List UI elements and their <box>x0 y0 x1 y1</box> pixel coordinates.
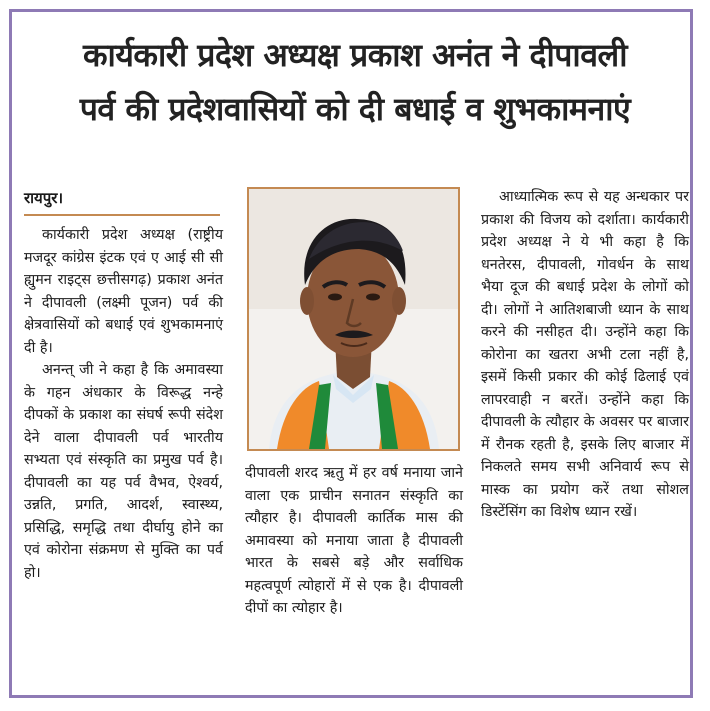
headline-line-1: कार्यकारी प्रदेश अध्यक्ष प्रकाश अनंत ने दीपावली <box>82 36 627 74</box>
dateline: रायपुर। <box>24 186 220 216</box>
column-3-paragraph-1: आध्यात्मिक रूप से यह अन्धकार पर प्रकाश की विजय को दर्शाता। कार्यकारी प्रदेश अध्यक्ष ने ये भी कहा है कि धनतेरस, दीपावली, गोवर्धन के साथ भैया दूज की बधाई प्रदेश के लोगों को दी। लोगों ने आतिशबाजी ध्यान के साथ करने की नसीहत दी। उन्होंने कहा कि कोरोना का खतरा अभी टला नहीं है, इसमें किसी प्रकार की कोई ढिलाई एवं लापरवाही न बरतें। उन्होंने कहा कि दीपावली के त्यौहार के अवसर पर बाजार में रौनक रहती है, इसके लिए बाजार में निकलते समय सभी अनिवार्य रूप से मास्क का प्रयोग करें तथा सोशल डिस्टेंसिंग का विशेष ध्यान रखें। <box>481 189 689 520</box>
portrait-illustration <box>249 189 458 449</box>
column-3 <box>481 186 689 524</box>
column-1 <box>24 186 223 584</box>
headline-line-2: पर्व की प्रदेशवासियों को दी बधाई व शुभकामनाएं <box>79 90 631 128</box>
column-1-paragraph-1: कार्यकारी प्रदेश अध्यक्ष (राष्ट्रीय मजदूर कांग्रेस इंटक एवं ए आई सी सी ह्युमन राइट्स छत्तीसगढ़) प्रकाश अनंत ने दीपावली (लक्ष्मी पूजन) पर्व की क्षेत्रवासियों को बधाई एवं शुभकामनाएं दी है। <box>24 227 223 356</box>
column-2 <box>245 462 463 620</box>
headline <box>20 28 690 136</box>
portrait-photo <box>247 187 460 451</box>
column-2-paragraph-1: दीपावली शरद ऋतु में हर वर्ष मनाया जाने वाला एक प्राचीन सनातन संस्कृति का त्यौहार है। दीपावली कार्तिक मास की अमावस्या को मनाया जाता है दीपावली भारत के सबसे बड़े और सर्वाधिक महत्वपूर्ण त्योहारों में से एक है। दीपावली दीपों का त्योहार है। <box>245 465 463 616</box>
column-1-paragraph-2: अनन्त् जी ने कहा है कि अमावस्या के गहन अंधकार के विरूद्ध नन्हे दीपकों के प्रकाश का संघर्ष रूपी संदेश देने वाला दीपावली पर्व भारतीय सभ्यता एवं संस्कृति का प्रमुख पर्व है। दीपावली का यह पर्व वैभव, ऐश्वर्य, उन्नति, प्रगति, आदर्श, स्वास्थ्य, प्रसिद्धि, समृद्धि तथा दीर्घायु होने का एवं कोरोना संक्रमण से मुक्ति का पर्व हो। <box>24 362 223 581</box>
